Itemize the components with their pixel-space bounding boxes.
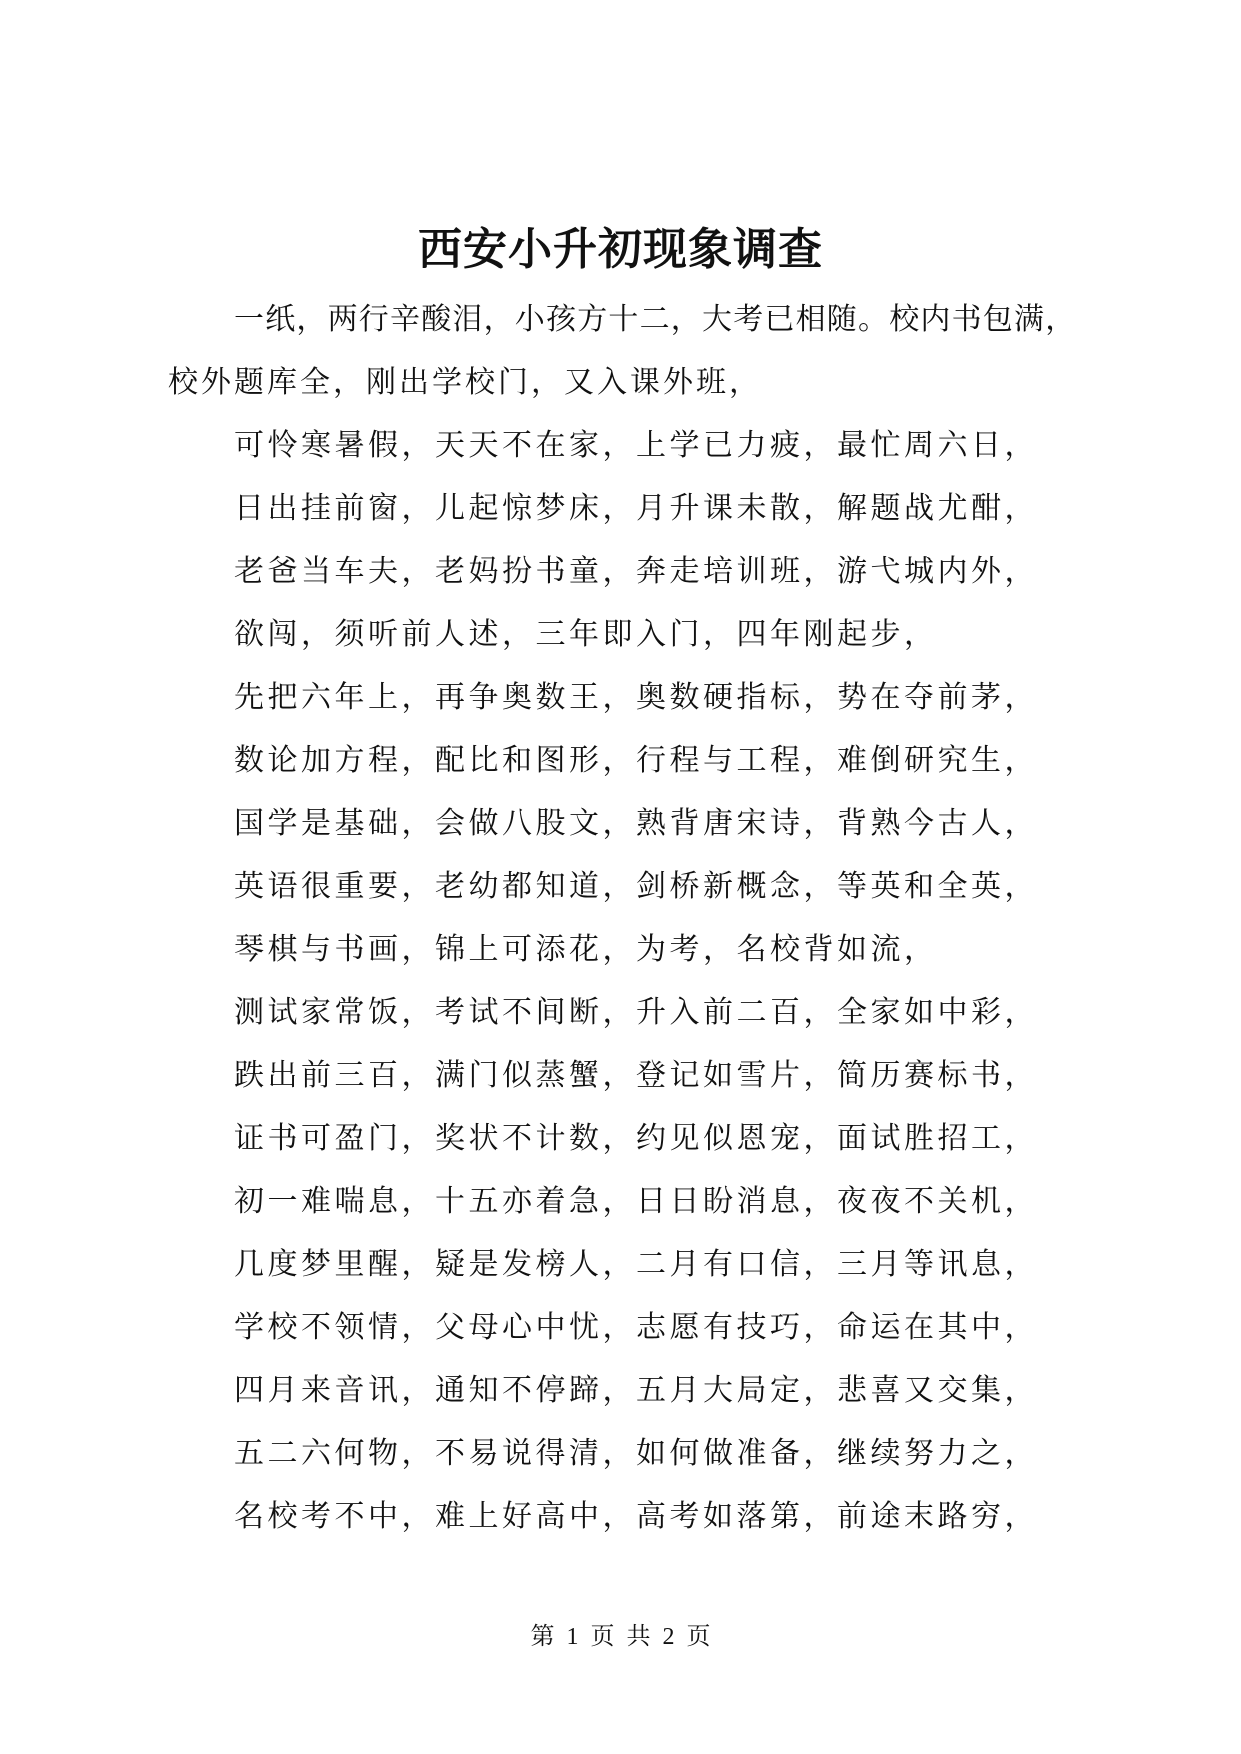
verse-line: 名校考不中，难上好高中，高考如落第，前途末路穷， bbox=[234, 1499, 1038, 1534]
verse-line: 初一难喘息，十五亦着急，日日盼消息，夜夜不关机， bbox=[234, 1184, 1038, 1219]
verse-line: 学校不领情，父母心中忧，志愿有技巧，命运在其中， bbox=[234, 1310, 1038, 1345]
verse-line: 欲闯，须听前人述，三年即入门，四年刚起步， bbox=[234, 617, 938, 652]
verse-line: 跌出前三百，满门似蒸蟹，登记如雪片，简历赛标书， bbox=[234, 1058, 1038, 1093]
document-title: 西安小升初现象调查 bbox=[418, 224, 823, 275]
page-footer: 第 1 页 共 2 页 bbox=[530, 1624, 711, 1650]
verse-line: 日出挂前窗，儿起惊梦床，月升课未散，解题战尤酣， bbox=[234, 491, 1038, 526]
verse-line: 国学是基础，会做八股文，熟背唐宋诗，背熟今古人， bbox=[234, 806, 1038, 841]
verse-line: 先把六年上，再争奥数王，奥数硬指标，势在夺前茅， bbox=[234, 680, 1038, 715]
verse-line: 测试家常饭，考试不间断，升入前二百，全家如中彩， bbox=[234, 995, 1038, 1030]
verse-line: 琴棋与书画，锦上可添花，为考，名校背如流， bbox=[234, 932, 938, 967]
verse-line: 四月来音讯，通知不停蹄，五月大局定，悲喜又交集， bbox=[234, 1373, 1038, 1408]
verse-line: 数论加方程，配比和图形，行程与工程，难倒研究生， bbox=[234, 743, 1038, 778]
verse-line: 可怜寒暑假，天天不在家，上学已力疲，最忙周六日， bbox=[234, 428, 1038, 463]
verse-line: 五二六何物，不易说得清，如何做准备，继续努力之， bbox=[234, 1436, 1038, 1471]
intro-line-1: 一纸，两行辛酸泪，小孩方十二，大考已相随。校内书包满， bbox=[234, 302, 1077, 337]
intro-line-2: 校外题库全，刚出学校门，又入课外班， bbox=[168, 365, 762, 400]
verse-line: 英语很重要，老幼都知道，剑桥新概念，等英和全英， bbox=[234, 869, 1038, 904]
verse-line: 证书可盈门，奖状不计数，约见似恩宠，面试胜招工， bbox=[234, 1121, 1038, 1156]
verse-line: 老爸当车夫，老妈扮书童，奔走培训班，游弋城内外， bbox=[234, 554, 1038, 589]
verse-line: 几度梦里醒，疑是发榜人，二月有口信，三月等讯息， bbox=[234, 1247, 1038, 1282]
